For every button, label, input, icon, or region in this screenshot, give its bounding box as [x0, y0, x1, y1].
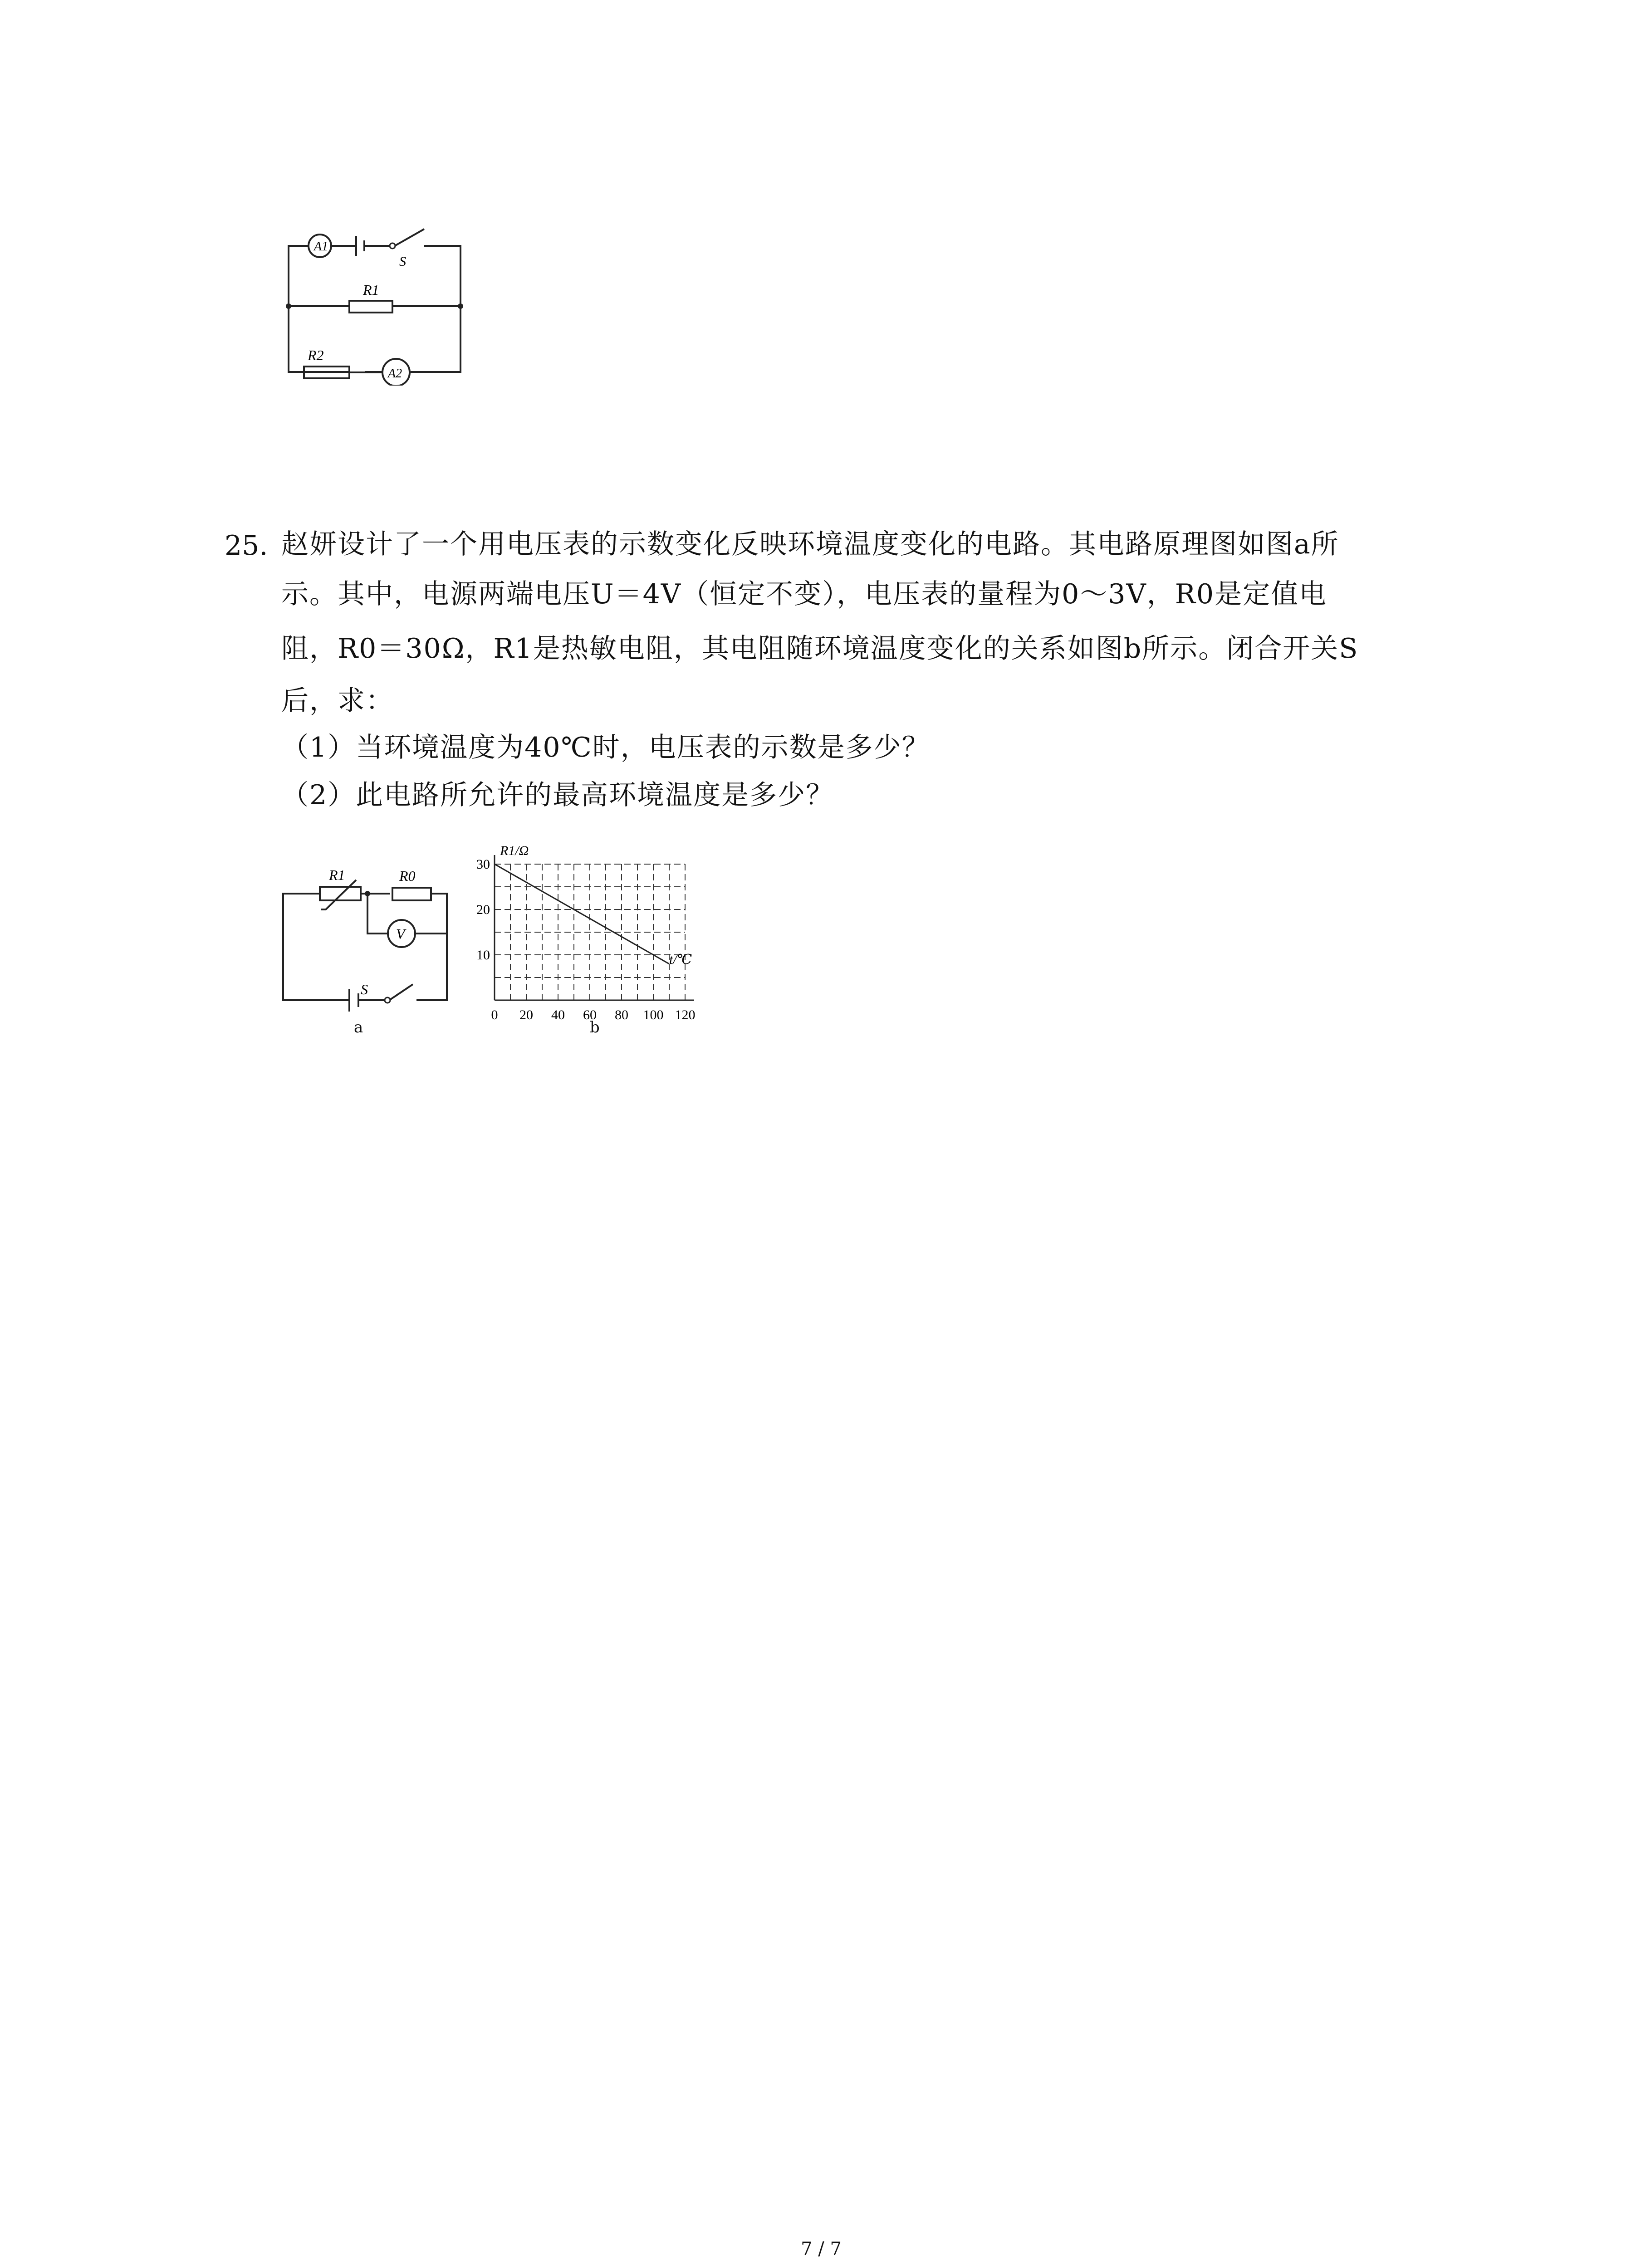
x-tick-label: 120	[675, 1007, 696, 1022]
figure-b-caption: b	[590, 1018, 600, 1036]
x-tick-label: 40	[551, 1007, 565, 1022]
y-axis-label: R1/Ω	[500, 843, 529, 858]
switch-s-label-a: S	[361, 981, 368, 997]
resistor-r0-label: R0	[399, 868, 416, 884]
x-axis-label: t/℃	[669, 952, 692, 967]
ammeter-a2-label: A2	[388, 367, 402, 381]
resistor-r2-label: R2	[308, 347, 324, 363]
page-number: 7 / 7	[801, 2239, 842, 2259]
x-tick-label: 100	[643, 1007, 664, 1022]
resistance-temperature-chart	[472, 830, 726, 1048]
ammeter-a1-label: A1	[314, 240, 328, 254]
circuit-diagram-a	[272, 853, 463, 1043]
question-line-1: 赵妍设计了一个用电压表的示数变化反映环境温度变化的电路。其电路原理图如图a所	[281, 528, 1339, 560]
sub-question-2: （2）此电路所允许的最高环境温度是多少？	[281, 779, 834, 811]
question-line-4: 后，求：	[281, 685, 394, 717]
question-number: 25.	[225, 530, 268, 562]
figure-a-caption: a	[354, 1018, 363, 1036]
series-line	[495, 864, 669, 964]
x-tick-label: 60	[583, 1007, 597, 1022]
voltmeter-label: V	[396, 926, 405, 942]
question-line-2: 示。其中，电源两端电压U＝4V（恒定不变），电压表的量程为0～3V，R0是定值电	[281, 578, 1327, 610]
question-line-3: 阻，R0＝30Ω，R1是热敏电阻，其电阻随环境温度变化的关系如图b所示。闭合开关S	[281, 633, 1359, 665]
switch-s-label: S	[399, 254, 406, 269]
resistor-r1-label: R1	[363, 282, 379, 298]
y-tick-label: 20	[476, 902, 490, 917]
x-tick-label: 80	[615, 1007, 628, 1022]
thermistor-r1-label: R1	[329, 867, 345, 883]
y-tick-label: 30	[476, 857, 490, 872]
sub-question-1: （1）当环境温度为40℃时，电压表的示数是多少？	[281, 732, 930, 763]
y-tick-label: 10	[476, 948, 490, 963]
top-circuit-diagram	[272, 213, 481, 386]
x-tick-label: 0	[491, 1007, 498, 1022]
x-tick-label: 20	[519, 1007, 533, 1022]
